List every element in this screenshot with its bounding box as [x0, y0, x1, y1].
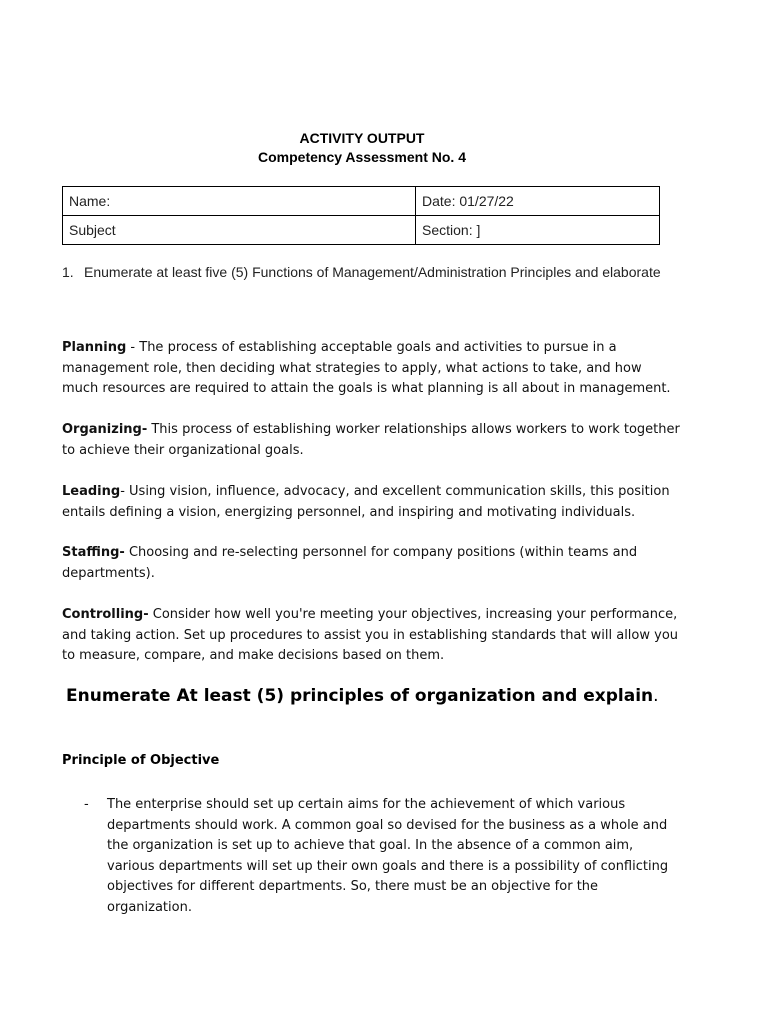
function-text: - Using vision, influence, advocacy, and excellent communication skills, this position entails defining a vision, energizing personnel, and inspiring and motivating individuals. — [62, 484, 670, 520]
function-leading — [62, 482, 680, 523]
subject-cell: Subject — [63, 216, 416, 245]
bullet-dash: - — [84, 797, 89, 812]
function-organizing — [62, 420, 680, 461]
principle-title: Principle of Objective — [62, 753, 220, 768]
bullet-text: The enterprise should set up certain aims for the achievement of which various departments should work. A common goal so devised for the business as a whole and the organization is set up to achieve that goal. In the absence of a common aim, various departments will set up their own goals and there is a possibility of conflicting objectives for different departments. So, there must be an objective for the organization. — [107, 797, 669, 915]
list-item — [84, 795, 680, 918]
document-subtitle: Competency Assessment No. 4 — [258, 149, 466, 165]
function-controlling — [62, 605, 680, 667]
function-text: This process of establishing worker relationships allows workers to work together to achieve their organizational goals. — [62, 422, 680, 458]
function-text: Consider how well you're meeting your objectives, increasing your performance, and taking action. Set up procedures to assist you in establishing standards that will allow you to measure, compare, and make decisions based on them. — [62, 607, 679, 663]
function-term: Staffing- — [62, 545, 125, 560]
info-table — [62, 186, 660, 245]
date-cell: Date: 01/27/22 — [416, 187, 660, 216]
function-term: Leading — [62, 484, 121, 499]
function-planning — [62, 338, 680, 400]
section-heading-period: . — [653, 686, 659, 706]
table-row — [63, 187, 660, 216]
section-heading-text: Enumerate At least (5) principles of organization and explain — [66, 686, 654, 706]
function-staffing — [62, 543, 680, 584]
function-text: - The process of establishing acceptable goals and activities to pursue in a management role, then deciding what strategies to apply, what actions to take, and how much resources are required to attain the goals is what planning is all about in management. — [62, 340, 671, 396]
question-text: Enumerate at least five (5) Functions of Management/Administration Principles and elaborate — [84, 264, 661, 280]
table-row — [63, 216, 660, 245]
document-title: ACTIVITY OUTPUT — [299, 130, 425, 146]
function-term: Controlling- — [62, 607, 149, 622]
section-heading — [66, 686, 659, 706]
function-term: Planning — [62, 340, 127, 355]
name-cell: Name: — [63, 187, 416, 216]
function-term: Organizing- — [62, 422, 148, 437]
function-text: Choosing and re-selecting personnel for company positions (within teams and departments). — [62, 545, 638, 581]
question-number: 1. — [62, 264, 74, 280]
question-1 — [62, 263, 676, 282]
section-cell: Section: ] — [416, 216, 660, 245]
